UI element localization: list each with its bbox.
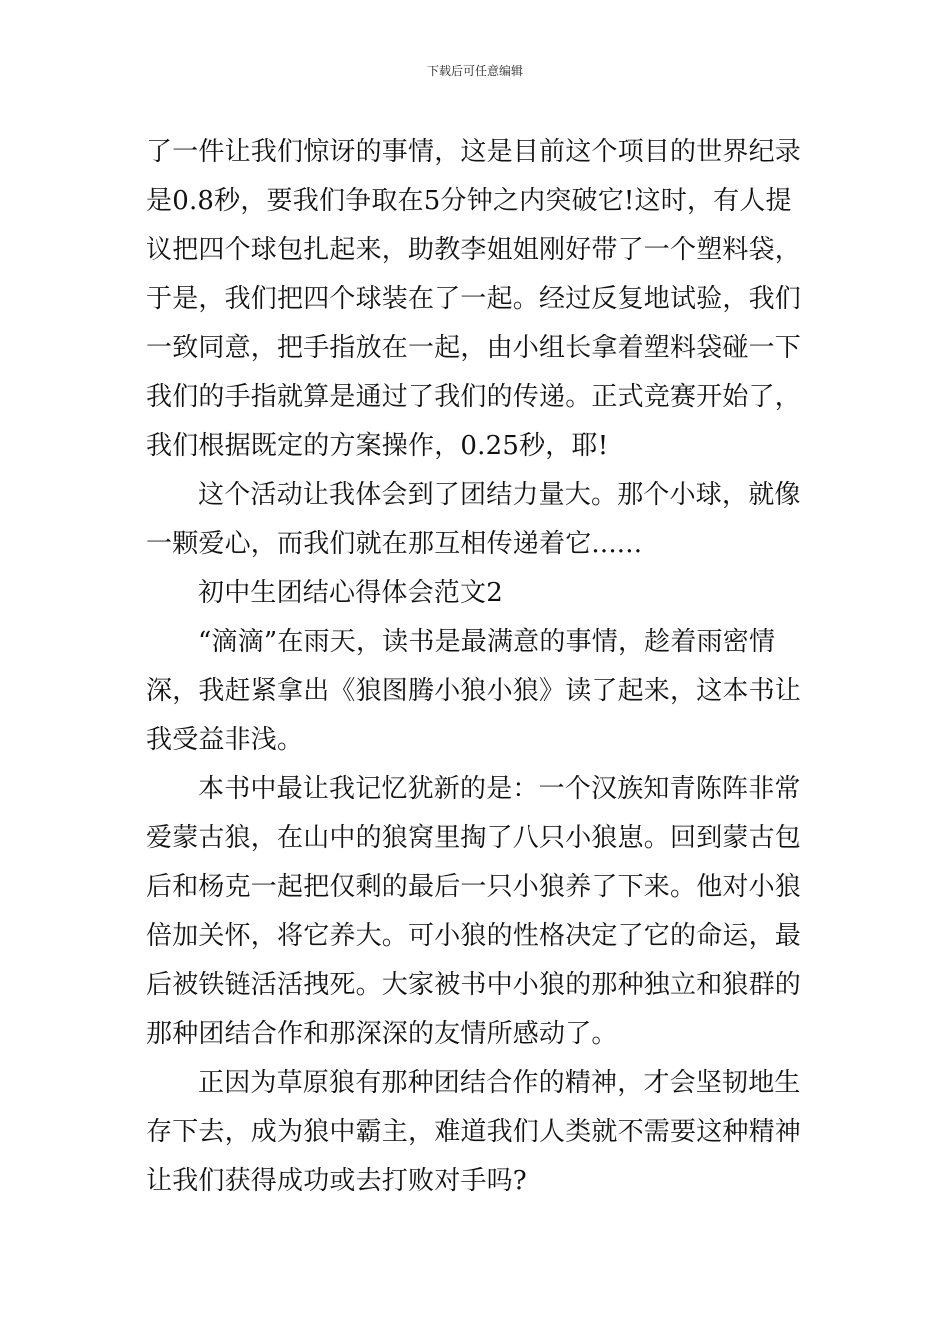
text-line: 我受益非浅。 [146, 725, 304, 755]
text-line: 后被铁链活活拽死。大家被书中小狼的那种独立和狼群的 [146, 970, 802, 1000]
text-line: 爱蒙古狼，在山中的狼窝里掏了八只小狼崽。回到蒙古包 [146, 823, 802, 853]
text-line: 一致同意，把手指放在一起，由小组长拿着塑料袋碰一下 [146, 333, 802, 363]
page-header-note: 下载后可任意编辑 [426, 64, 523, 78]
paragraph-first-line: 这个活动让我体会到了团结力量大。那个小球，就像 [198, 480, 801, 510]
text-line: 一颗爱心，而我们就在那互相传递着它...... [146, 529, 643, 559]
paragraph-first-line: 正因为草原狼有那种团结合作的精神，才会坚韧地生 [198, 1068, 801, 1098]
text-line: 后和杨克一起把仅剩的最后一只小狼养了下来。他对小狼 [146, 872, 802, 902]
text-line: 深，我赶紧拿出《狼图腾小狼小狼》读了起来，这本书让 [146, 676, 802, 706]
paragraph-first-line: “滴滴”在雨天，读书是最满意的事情，趁着雨密情 [198, 627, 776, 657]
paragraph-first-line: 本书中最让我记忆犹新的是：一个汉族知青陈阵非常 [198, 774, 801, 804]
text-line: 那种团结合作和那深深的友情所感动了。 [146, 1019, 618, 1049]
text-line: 存下去，成为狼中霸主，难道我们人类就不需要这种精神 [146, 1117, 802, 1147]
text-line: 我们根据既定的方案操作，0.25秒，耶! [146, 431, 609, 461]
text-line: 让我们获得成功或去打败对手吗? [146, 1166, 527, 1196]
text-line: 于是，我们把四个球装在了一起。经过反复地试验，我们 [146, 284, 802, 314]
text-line: 我们的手指就算是通过了我们的传递。正式竞赛开始了， [146, 382, 802, 412]
section-title: 初中生团结心得体会范文2 [198, 578, 503, 608]
text-line: 倍加关怀，将它养大。可小狼的性格决定了它的命运，最 [146, 921, 802, 951]
document-body [146, 128, 806, 1206]
text-line: 了一件让我们惊讶的事情，这是目前这个项目的世界纪录 [146, 137, 802, 167]
text-line: 是0.8秒，要我们争取在5分钟之内突破它!这时，有人提 [146, 186, 792, 216]
text-line: 议把四个球包扎起来，助教李姐姐刚好带了一个塑料袋， [146, 235, 802, 265]
